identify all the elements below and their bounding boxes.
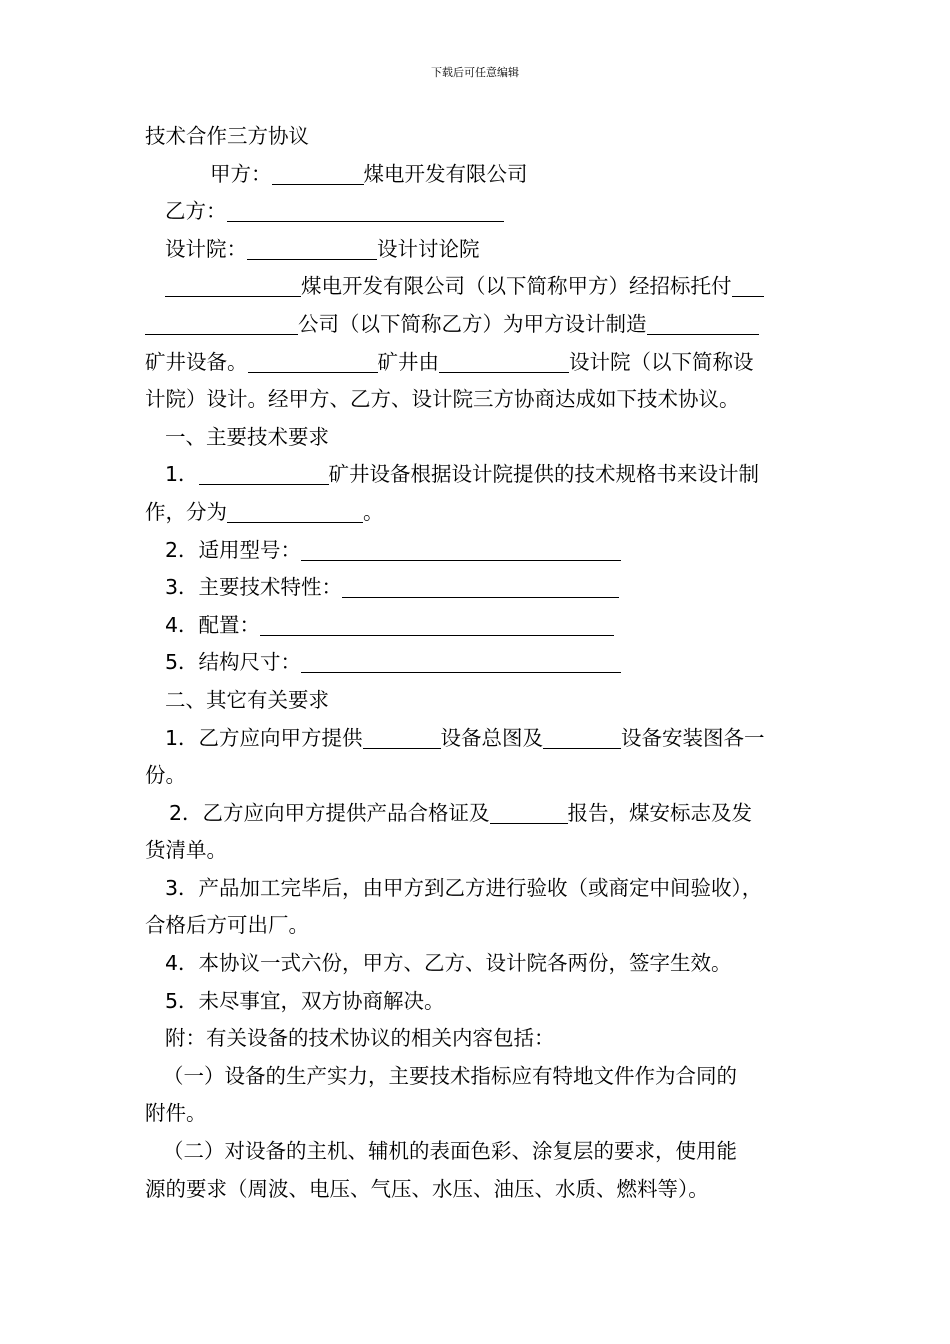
section1-item3-label: 3．主要技术特性： [165,575,343,600]
agreement-body [145,118,817,1208]
intro-blank-c[interactable] [145,310,298,335]
appendix-item1-cont: 附件。 [145,1101,207,1126]
appendix-item2: （二）对设备的主机、辅机的表面色彩、涂复层的要求，使用能 [163,1139,737,1164]
section1-item1-cont-blank[interactable] [227,498,363,523]
section1-item2 [145,532,817,570]
section1-item5-blank[interactable] [301,648,621,673]
design-institute-suffix: 设计讨论院 [377,236,480,261]
intro-blank-a[interactable] [165,272,301,297]
document-title: 技术合作三方协议 [145,124,309,148]
party-b-line [145,193,817,231]
section1-item1-cont-b: 。 [363,499,384,524]
intro-blank-d[interactable] [647,310,759,335]
section2-item1 [145,720,817,758]
section2-item2-cont: 货清单。 [145,838,227,863]
design-institute-line [145,231,817,269]
appendix-heading: 附：有关设备的技术协议的相关内容包括： [165,1026,555,1051]
section2-item1-c: 设备安装图各一 [621,725,765,750]
party-a-label: 甲方： [210,161,272,186]
intro-text-3a: 矿井设备。 [145,349,248,374]
party-b-blank[interactable] [227,197,504,222]
section1-item3-blank[interactable] [342,573,619,598]
section1-item3 [145,569,817,607]
section1-item5-label: 5．结构尺寸： [165,650,302,675]
section1-item1-text: 矿井设备根据设计院提供的技术规格书来设计制 [328,462,760,487]
section2-item2-a: 2．乙方应向甲方提供产品合格证及 [169,800,490,825]
intro-line-3 [145,344,817,382]
section1-item4 [145,607,817,645]
intro-blank-f[interactable] [439,348,569,373]
section2-item1-b: 设备总图及 [440,725,544,750]
section2-item4: 4．本协议一式六份，甲方、乙方、设计院各两份，签字生效。 [165,951,732,976]
section2-item3: 3．产品加工完毕后，由甲方到乙方进行验收（或商定中间验收）， [165,875,763,900]
section1-item4-blank[interactable] [260,611,614,636]
section2-heading: 二、其它有关要求 [165,687,329,712]
section1-heading: 一、主要技术要求 [165,424,329,449]
appendix-item1: （一）设备的生产实力，主要技术指标应有特地文件作为合同的 [163,1063,737,1088]
intro-line-2 [145,306,817,344]
section2-item5: 5．未尽事宜，双方协商解决。 [165,988,445,1013]
section2-item2-b: 报告，煤安标志及发 [567,800,753,825]
section1-item1-blank[interactable] [199,460,329,485]
section1-item2-blank[interactable] [301,536,621,561]
section2-item3-cont: 合格后方可出厂。 [145,913,309,938]
intro-text-2: 公司（以下简称乙方）为甲方设计制造 [298,311,647,336]
section1-item1-cont [145,494,817,532]
intro-blank-b[interactable] [732,272,764,297]
section1-item5 [145,644,817,682]
intro-line-4: 计院）设计。经甲方、乙方、设计院三方协商达成如下技术协议。 [145,387,740,412]
party-a-suffix: 煤电开发有限公司 [363,161,528,186]
section1-item1-cont-a: 作，分为 [145,499,227,524]
section1-item1 [145,456,817,494]
party-a-line [145,156,817,194]
section2-item1-blank-1[interactable] [363,724,441,749]
design-institute-label: 设计院： [165,236,247,261]
intro-text-3c: 设计院（以下简称设 [569,349,754,374]
header-note: 下载后可任意编辑 [431,66,519,79]
section1-item4-label: 4．配置： [165,612,261,637]
intro-blank-e[interactable] [248,348,378,373]
party-a-blank[interactable] [272,160,364,185]
section2-item1-a: 1．乙方应向甲方提供 [165,725,363,750]
appendix-item2-cont: 源的要求（周波、电压、气压、水压、油压、水质、燃料等）。 [145,1176,709,1201]
party-b-label: 乙方： [165,199,227,224]
intro-text-3b: 矿井由 [377,349,439,374]
section1-item1-number: 1． [165,462,199,487]
section2-item1-blank-2[interactable] [543,724,621,749]
section2-item2-blank[interactable] [490,799,568,824]
section2-item1-cont: 份。 [145,763,186,788]
intro-text-1: 煤电开发有限公司（以下简称甲方）经招标托付 [301,274,732,299]
section1-item2-label: 2．适用型号： [165,537,302,562]
section2-item2 [145,795,817,833]
design-institute-blank[interactable] [247,235,377,260]
intro-line-1 [145,268,817,306]
